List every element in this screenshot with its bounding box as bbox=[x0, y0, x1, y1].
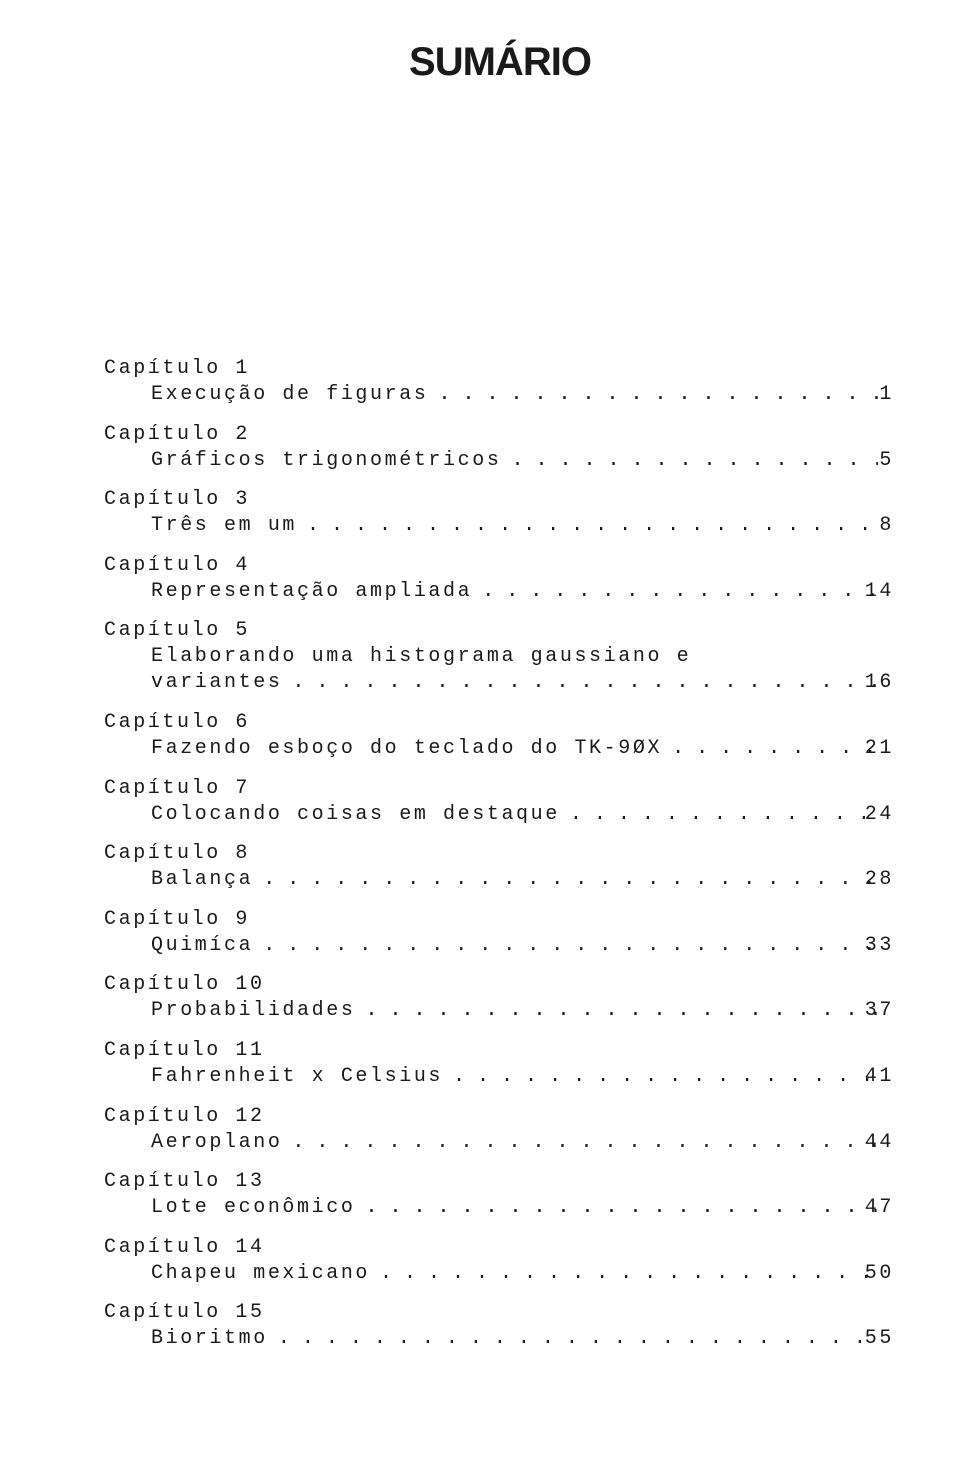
chapter-label: Capítulo 10 bbox=[104, 973, 265, 997]
chapter-title: Balança bbox=[151, 868, 254, 892]
chapter-label: Capítulo 14 bbox=[104, 1235, 265, 1259]
chapter-title: Fahrenheit x Celsius bbox=[151, 1064, 444, 1088]
chapter-label: Capítulo 3 bbox=[104, 488, 251, 512]
toc-entry bbox=[104, 487, 904, 553]
toc-entry bbox=[104, 1235, 904, 1301]
dot-leader bbox=[365, 998, 878, 1024]
page-number: 8 bbox=[879, 514, 894, 538]
chapter-title: Chapeu mexicano bbox=[151, 1261, 371, 1285]
toc-entry bbox=[104, 972, 904, 1038]
toc-entry bbox=[104, 841, 904, 907]
chapter-label: Capítulo 4 bbox=[104, 553, 251, 577]
dot-leader bbox=[438, 382, 878, 408]
chapter-title: Probabilidades bbox=[151, 999, 356, 1023]
chapter-title: Fazendo esboço do teclado do TK-9ØX bbox=[151, 736, 663, 760]
chapter-title: variantes bbox=[151, 671, 283, 695]
dot-leader bbox=[365, 1195, 878, 1221]
chapter-label: Capítulo 5 bbox=[104, 619, 251, 643]
table-of-contents bbox=[104, 356, 904, 1366]
toc-entry bbox=[104, 422, 904, 488]
page-number: 37 bbox=[864, 999, 894, 1023]
toc-entry bbox=[104, 776, 904, 842]
page-number: 28 bbox=[864, 868, 894, 892]
dot-leader bbox=[482, 579, 878, 605]
page-number: 14 bbox=[864, 579, 894, 603]
chapter-label: Capítulo 7 bbox=[104, 776, 251, 800]
chapter-title: Lote econômico bbox=[151, 1196, 356, 1220]
chapter-label: Capítulo 11 bbox=[104, 1038, 265, 1062]
chapter-label: Capítulo 8 bbox=[104, 842, 251, 866]
page-number: 55 bbox=[864, 1327, 894, 1351]
chapter-title: Aeroplano bbox=[151, 1130, 283, 1154]
page-number: 16 bbox=[864, 671, 894, 695]
chapter-label: Capítulo 12 bbox=[104, 1104, 265, 1128]
page-number: 5 bbox=[879, 448, 894, 472]
chapter-title: Elaborando uma histograma gaussiano e bbox=[151, 645, 692, 669]
chapter-title: Gráficos trigonométricos bbox=[151, 448, 502, 472]
dot-leader bbox=[380, 1261, 878, 1287]
chapter-title: Três em um bbox=[151, 514, 298, 538]
chapter-title: Representação ampliada bbox=[151, 579, 473, 603]
chapter-label: Capítulo 9 bbox=[104, 907, 251, 931]
dot-leader bbox=[511, 448, 878, 474]
dot-leader bbox=[672, 736, 878, 762]
page-number: 44 bbox=[864, 1130, 894, 1154]
chapter-title: Execução de figuras bbox=[151, 383, 429, 406]
toc-entry bbox=[104, 1300, 904, 1366]
dot-leader bbox=[263, 933, 878, 959]
toc-entry bbox=[104, 710, 904, 776]
chapter-label: Capítulo 13 bbox=[104, 1170, 265, 1194]
toc-entry bbox=[104, 553, 904, 619]
chapter-title: Colocando coisas em destaque bbox=[151, 802, 560, 826]
dot-leader bbox=[292, 670, 878, 696]
dot-leader bbox=[278, 1326, 878, 1352]
page-number: 24 bbox=[864, 802, 894, 826]
page-number: 50 bbox=[864, 1261, 894, 1285]
toc-entry bbox=[104, 907, 904, 973]
page-number: 1 bbox=[879, 383, 894, 406]
chapter-label: Capítulo 15 bbox=[104, 1301, 265, 1325]
chapter-title: Bioritmo bbox=[151, 1327, 268, 1351]
dot-leader bbox=[570, 802, 878, 828]
page-number: 21 bbox=[864, 736, 894, 760]
dot-leader bbox=[292, 1130, 878, 1156]
page-number: 47 bbox=[864, 1196, 894, 1220]
chapter-label: Capítulo 2 bbox=[104, 422, 251, 446]
toc-entry bbox=[104, 1104, 904, 1170]
chapter-title: Quimíca bbox=[151, 933, 254, 957]
page-number: 41 bbox=[864, 1064, 894, 1088]
dot-leader bbox=[263, 867, 878, 893]
dot-leader bbox=[453, 1064, 878, 1090]
toc-entry bbox=[104, 618, 904, 710]
toc-entry bbox=[104, 1169, 904, 1235]
toc-entry bbox=[104, 356, 904, 422]
dot-leader bbox=[307, 513, 878, 539]
chapter-label: Capítulo 6 bbox=[104, 710, 251, 734]
toc-entry bbox=[104, 1038, 904, 1104]
page-title: SUMÁRIO bbox=[409, 40, 591, 84]
chapter-label: Capítulo 1 bbox=[104, 357, 251, 380]
page-number: 33 bbox=[864, 933, 894, 957]
